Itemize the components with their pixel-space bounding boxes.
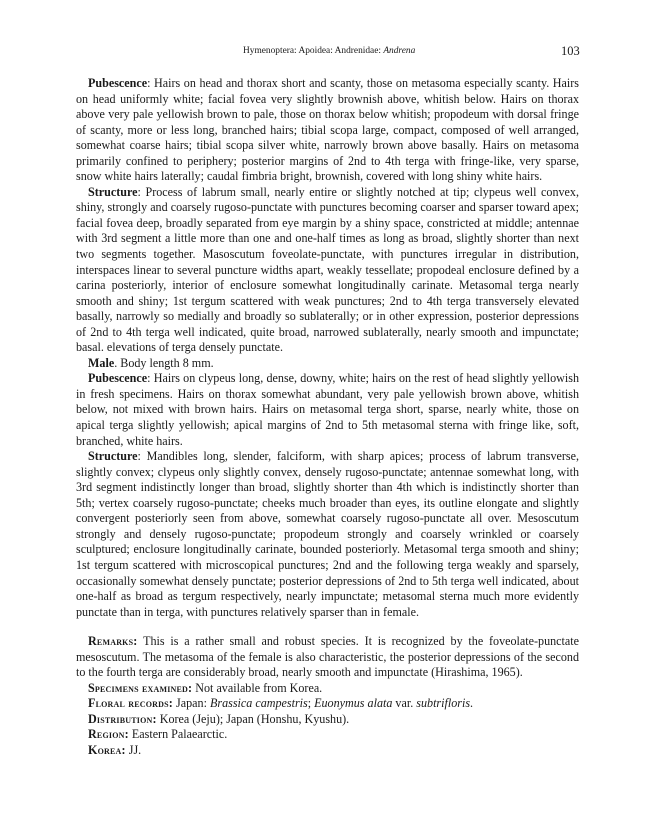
floral-species-brassica: Brassica campestris <box>209 696 308 711</box>
remarks-paragraph <box>76 634 579 681</box>
floral-records-prefix: Japan: <box>173 696 210 711</box>
female-structure-text: : Process of labrum small, nearly entire or slightly notched at tip; clypeus well convex, shiny, strongly and coarsely rugoso-punctate with punctures becoming coarser and sparser toward apex; facial fovea deep, broadly separated from eye margin by a shiny space, constricted at middle; antennae with 3rd segment a little more than one and one-half times as long as broad, slightly shorter than next two segments together. Masoscutum foveolate-punctate, with punctures irregular in distribution, interspaces linear to several puncture widths apart, weakly tessellate; propodeal enclosure defined by a carina posteriorly, interior of enclosure somewhat longitudinally carinate. Metasomal terga nearly smooth and shiny; 1st tergum scattered with weak punctures; 2nd to 4th terga transversely elevated basally, narrowly so medially and broadly so sublaterally; or in other expression, posterior depressions of 2nd to 4th terga well indicated, quite broad, narrowed sublaterally, nearly smooth and impunctate; basal. elevations of terga densely punctate. <box>76 184 579 355</box>
male-structure-heading: Structure <box>88 449 138 464</box>
male-heading: Male <box>88 355 115 370</box>
male-pubescence-heading: Pubescence <box>88 371 148 386</box>
running-title <box>243 46 415 56</box>
male-structure-text: : Mandibles long, slender, falciform, with sharp apices; process of labrum transverse, slightly convex; clypeus only slightly convex, densely rugoso-punctate; antennae somewhat long, with 3rd segment indistinctly longer than broad, slightly shorter than 4th which is indistinctly shorter than 5th; vertex coarsely rugoso-punctate; cheeks much broader than eyes, its outline elongate and slightly convergent posteriorly seen from above, somewhat coarsely rugoso-punctate all over. Mesoscutum strongly and densely rugoso-punctate; propodeum strongly and coarsely wrinkled or coarsely sculptured; enclosure longitudinally carinate, bounded posteriorly. Metasomal terga smooth and shiny; 1st tergum scattered with microscopical punctures; 2nd and the following terga weakly and sparsely, occasionally somewhat densely punctate; posterior depressions of 2nd to 5th terga well indicated, about one-half as broad as tergum respectively, nearly impunctate; metasomal sterna much more evidently punctate than in terga, with punctures relatively sparser than in female. <box>76 449 579 619</box>
remarks-label: Remarks: <box>88 634 138 649</box>
remarks-text: This is a rather small and robust species. It is recognized by the foveolate-punctate mesoscutum. The metasoma of the female is also characteristic, the posterior depressions of the second to the fourth terga are considerably broad, nearly smooth and impunctate (Hirashima, 1965). <box>76 634 579 680</box>
male-pubescence-text: : Hairs on clypeus long, dense, downy, white; hairs on the rest of head slightly yellowish in fresh specimens. Hairs on thorax somewhat abundant, very pale yellowish brown above, whitish below, not mixed with brown hairs. Hairs on metasomal terga short, sparse, nearly white, those on apical terga slightly yellowish; apical margins of 2nd to 5th metasomal sterna with fringe like, soft, branched, white hairs. <box>76 371 579 448</box>
male-paragraph <box>76 356 579 372</box>
female-structure-heading: Structure <box>88 184 138 199</box>
male-structure-paragraph <box>76 449 579 620</box>
floral-records-label: Floral records: <box>88 696 174 711</box>
female-pubescence-paragraph <box>76 76 579 185</box>
korea-line <box>76 743 579 759</box>
floral-variety-subtrifloris: subtrifloris <box>416 696 471 711</box>
male-text: . Body length 8 mm. <box>114 355 214 370</box>
floral-records-end: . <box>470 696 474 711</box>
distribution-label: Distribution: <box>88 711 157 726</box>
distribution-line <box>76 712 579 728</box>
specimens-examined-label: Specimens examined: <box>88 680 193 695</box>
floral-records-var: var. <box>392 696 417 711</box>
floral-records-line <box>76 696 579 712</box>
running-title-genus: Andrena <box>383 46 416 56</box>
female-pubescence-heading: Pubescence <box>88 76 148 90</box>
male-pubescence-paragraph <box>76 371 579 449</box>
korea-label: Korea: <box>88 742 126 757</box>
specimens-examined-text: Not available from Korea. <box>192 680 323 695</box>
floral-species-euonymus: Euonymus alata <box>314 696 393 711</box>
female-structure-paragraph <box>76 185 579 356</box>
page-number: 103 <box>561 44 580 58</box>
running-title-prefix: Hymenoptera: Apoidea: Andrenidae: <box>243 46 384 56</box>
korea-text: JJ. <box>125 742 142 757</box>
floral-records-separator: ; <box>307 696 315 711</box>
distribution-text: Korea (Jeju); Japan (Honshu, Kyushu). <box>156 711 350 726</box>
body-text <box>76 76 579 759</box>
female-pubescence-text: : Hairs on head and thorax short and scanty, those on metasoma especially scanty. Hairs on head uniformly white; facial fovea very slightly brownish above, whitish below. Hairs on thorax above very pale yellowish brown to pale, those on thorax below whitish; propodeum with dorsal fringe of scanty, more or less long, branched hairs; tibial scopa large, compact, composed of well arranged, somewhat coarse hairs; tibial scopa silver white, narrowly brown above basally. Hairs on metasoma primarily confined to periphery; posterior margins of 2nd to 4th terga with fringe-like, very sparse, snow white hairs laterally; caudal fimbria bright, brownish, covered with long shiny white hairs. <box>76 76 579 184</box>
specimens-examined-line <box>76 681 579 697</box>
records-block <box>76 681 579 759</box>
region-line <box>76 727 579 743</box>
region-text: Eastern Palaearctic. <box>128 727 228 742</box>
region-label: Region: <box>88 727 129 742</box>
running-head <box>0 44 652 60</box>
